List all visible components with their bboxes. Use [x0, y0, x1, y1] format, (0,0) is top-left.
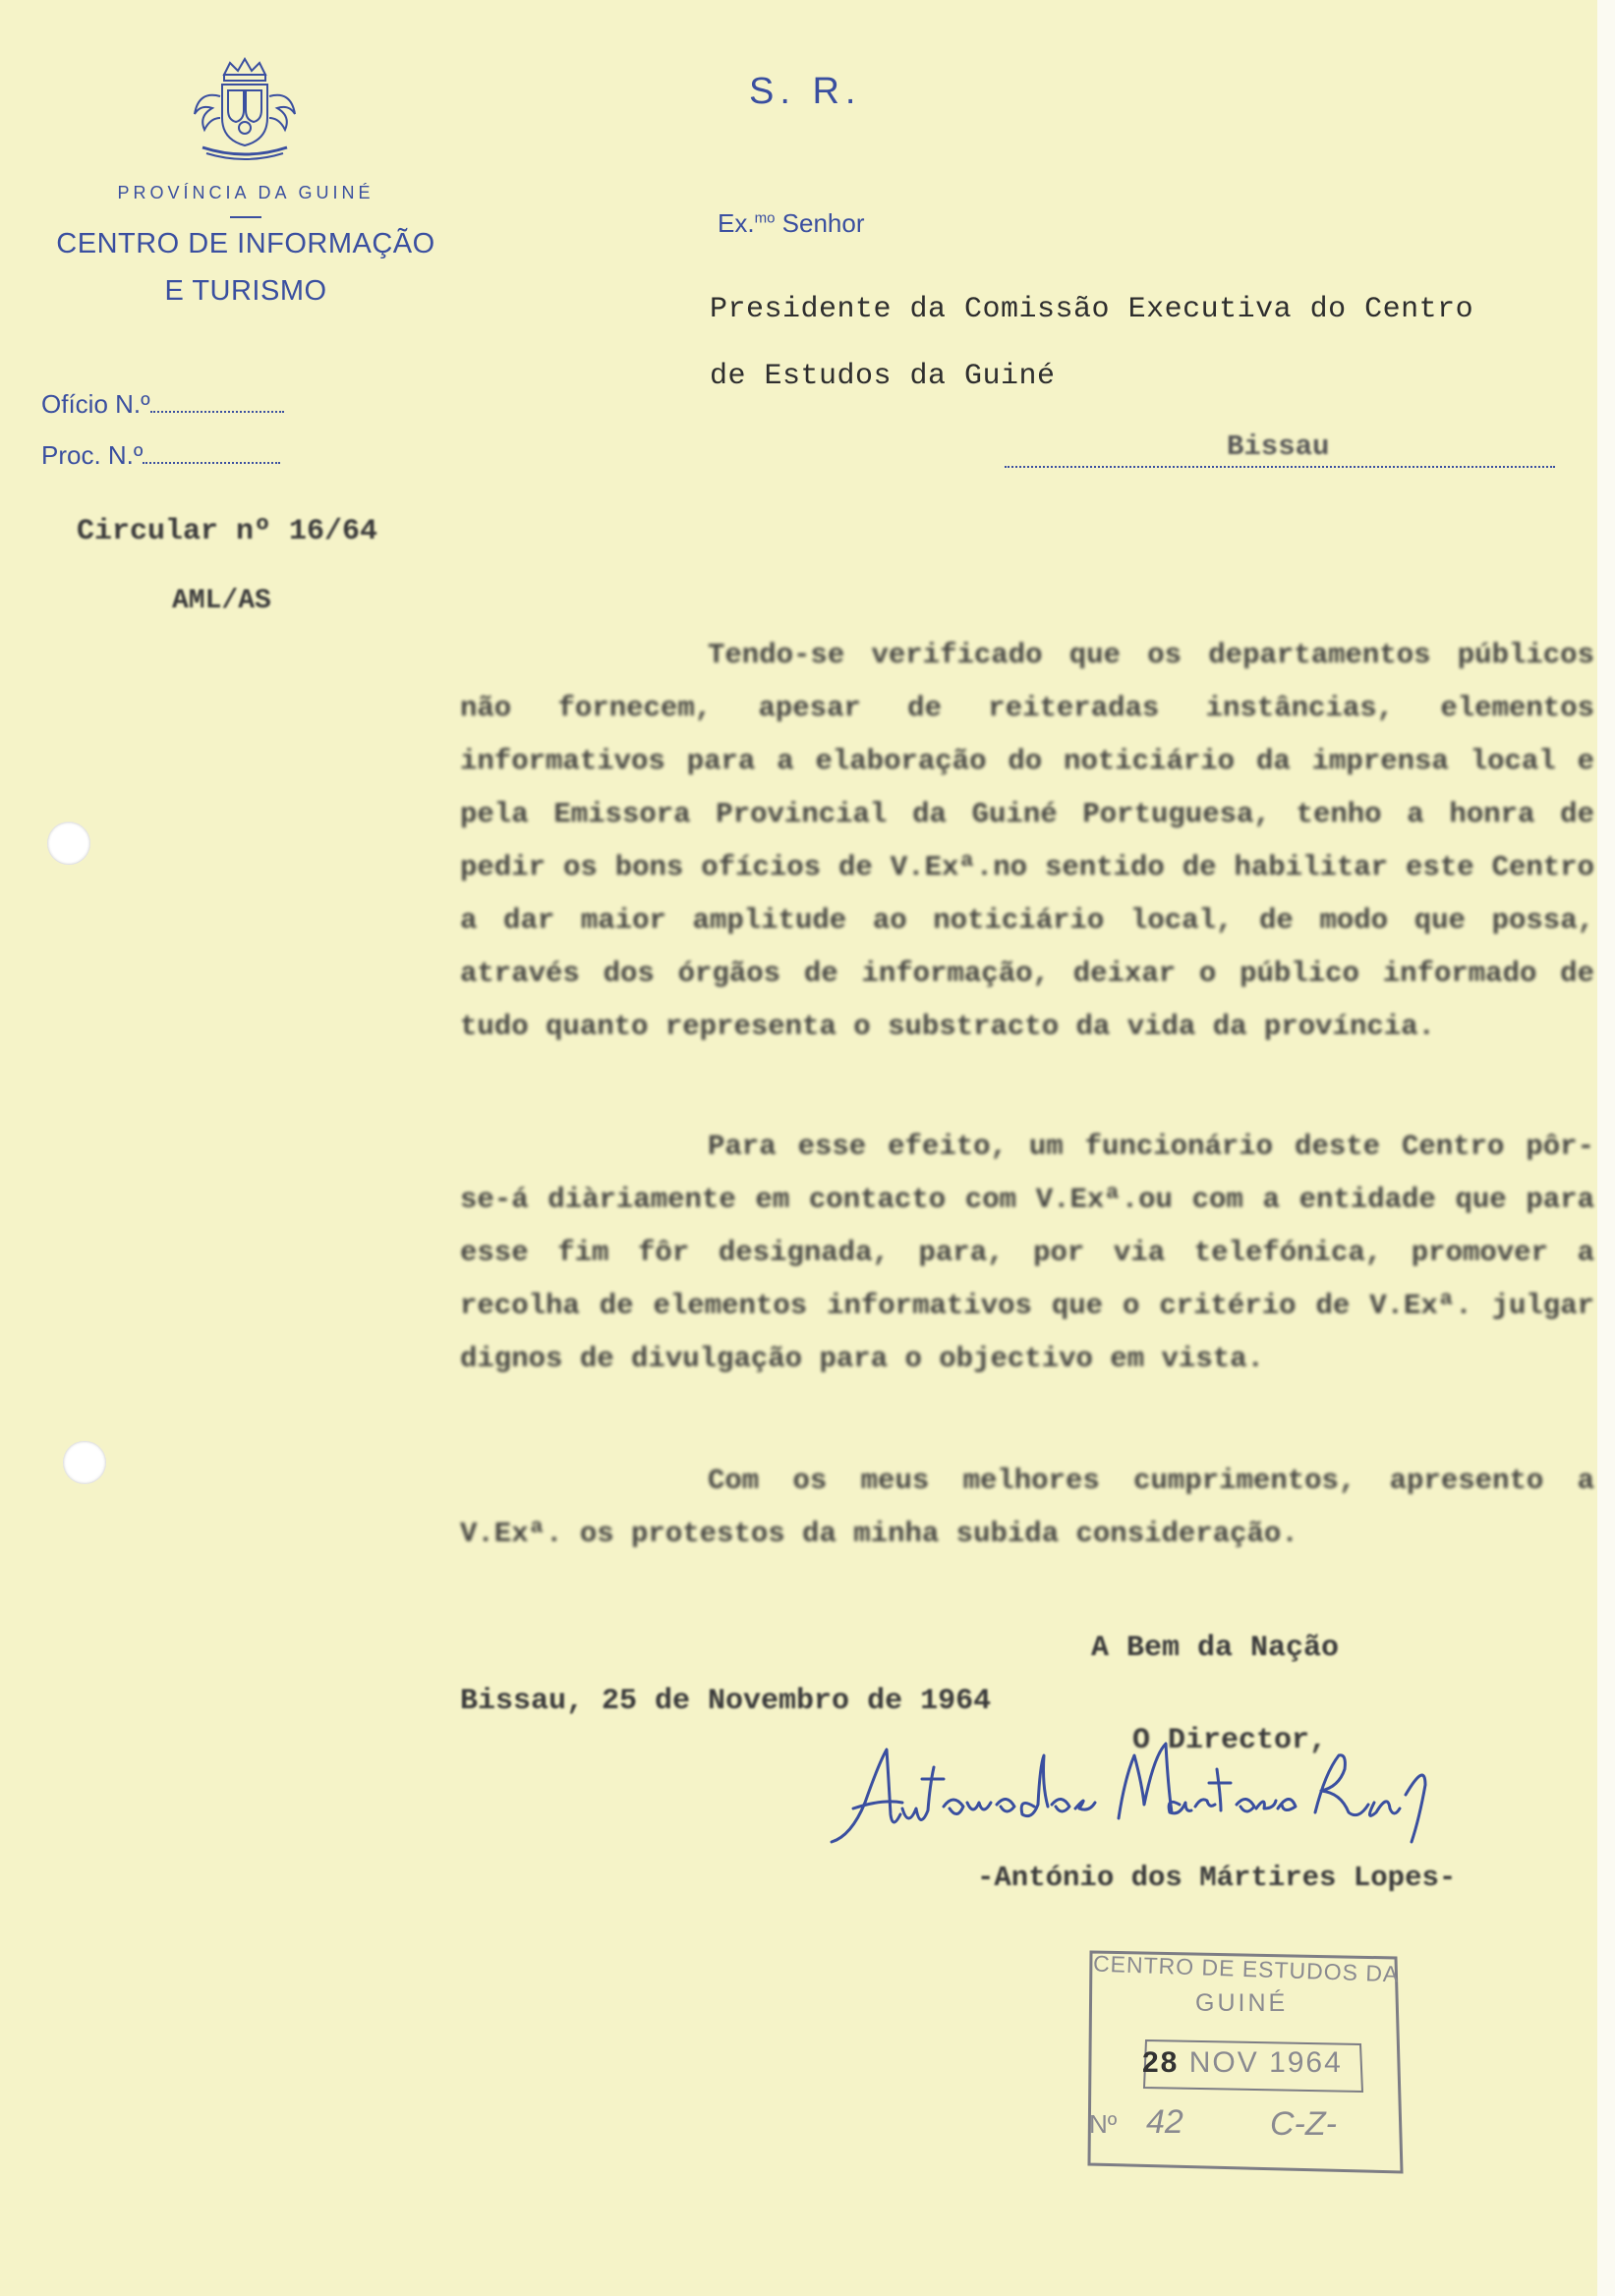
proc-blank — [143, 440, 280, 464]
signatory-name: -António dos Mártires Lopes- — [977, 1862, 1457, 1894]
page-edge — [1597, 0, 1615, 2296]
body-paragraph-2-text: Para esse efeito, um funcionário deste Centro pôr-se-á diàriamente em contacto com V.Exª.ou com a entidade que para esse fim fôr designada, para, por via telefónica, promover a recolha de elementos informativos que o critério de V.Exª. julgar dignos de divulgação para o objectivo em vista. — [460, 1130, 1594, 1375]
exmo-senhor: Senhor — [781, 208, 865, 238]
stamp-code: C-Z- — [1270, 2105, 1337, 2143]
stamp-date — [1142, 2046, 1343, 2080]
stamp-number-label: Nº — [1089, 2109, 1118, 2139]
body-paragraph-3 — [460, 1455, 1594, 1563]
province-label: PROVÍNCIA DA GUINÉ — [117, 183, 375, 202]
body-paragraph-3-text: Com os meus melhores cumprimentos, apresento a V.Exª. os protestos da minha subida consideração. — [460, 1464, 1594, 1550]
stamp-month-year: NOV 1964 — [1188, 2046, 1343, 2079]
addressee-city: Bissau — [1227, 430, 1330, 463]
exmo-sup: mo — [754, 209, 776, 227]
organization-name-line1: CENTRO DE INFORMAÇÃO — [56, 228, 435, 259]
salutation-header — [718, 208, 865, 239]
received-stamp — [1085, 1946, 1404, 2178]
signatory-title: O Director, — [1132, 1724, 1328, 1757]
oficio-field — [41, 389, 284, 420]
divider — [230, 216, 261, 218]
oficio-label: Ofício N.º — [41, 389, 150, 419]
body-paragraph-1 — [460, 629, 1594, 1111]
circular-reference: Circular nº 16/64 — [77, 515, 378, 548]
addressee-line1: Presidente da Comissão Executiva do Centro — [710, 293, 1474, 326]
exmo-prefix: Ex. — [718, 208, 755, 238]
body-paragraph-1-text: Tendo-se verificado que os departamentos públicos não fornecem, apesar de reiteradas instâncias, elementos informativos para a elaboração do noticiário da imprensa local e pela Emissora Provincial da Guiné Portuguesa, tenho a honra de pedir os bons ofícios de V.Exª.no sentido de habilitar este Centro a dar maior amplitude ao noticiário local, de modo que possa, através dos órgãos de informação, deixar o público informado de tudo quanto representa o substracto da vida da província. — [460, 639, 1594, 1043]
proc-field — [41, 440, 280, 471]
organization-name-line2: E TURISMO — [164, 275, 327, 307]
proc-label: Proc. N.º — [41, 440, 144, 470]
stamp-day: 28 — [1142, 2046, 1180, 2079]
punch-hole — [47, 822, 90, 865]
handwritten-signature — [824, 1740, 1531, 1858]
oficio-blank — [150, 389, 284, 413]
stamp-number: 42 — [1146, 2103, 1183, 2141]
stamp-guine: GUINÉ — [1195, 1989, 1289, 2017]
typist-initials: AML/AS — [172, 586, 271, 616]
coat-of-arms-icon — [185, 57, 305, 163]
punch-hole — [63, 1441, 106, 1484]
service-mark: S. R. — [749, 71, 862, 112]
dateline: Bissau, 25 de Novembro de 1964 — [460, 1685, 992, 1718]
city-dotted-line — [1005, 466, 1555, 468]
body-paragraph-2 — [460, 1120, 1594, 1445]
closing-salutation: A Bem da Nação — [1091, 1632, 1340, 1665]
addressee-line2: de Estudos da Guiné — [710, 360, 1056, 393]
stamp-institution: CENTRO DE ESTUDOS DA — [1092, 1950, 1400, 1987]
